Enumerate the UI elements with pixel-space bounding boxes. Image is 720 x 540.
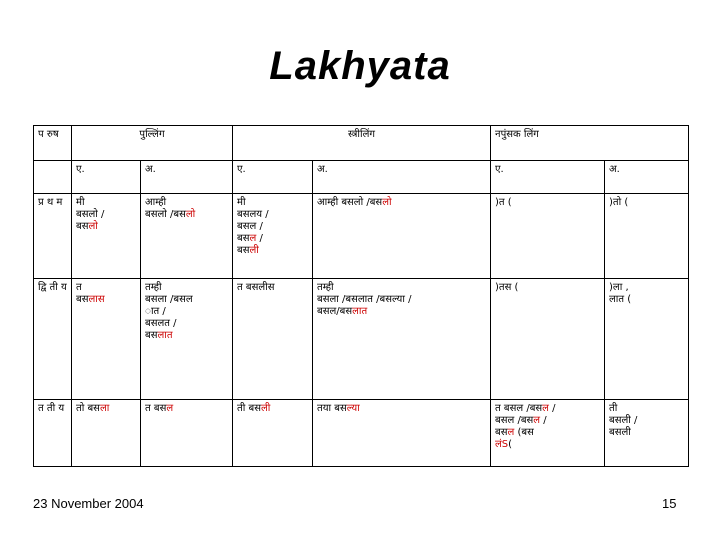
- form-line: [609, 427, 684, 439]
- form-cell: [491, 400, 605, 467]
- form-cell: [605, 279, 689, 400]
- form-line: [76, 209, 136, 221]
- form-line: [609, 282, 684, 294]
- form-ending: लंS: [495, 439, 509, 450]
- form-cell: [313, 400, 491, 467]
- form-ending: ली: [260, 403, 271, 414]
- form-text: त बसलीस: [237, 282, 275, 293]
- form-text: बसलत /: [145, 318, 177, 329]
- form-line: [76, 197, 136, 209]
- person-label: द्वि ती य: [34, 279, 72, 400]
- form-text: बस: [145, 330, 158, 341]
- table-row: [34, 279, 689, 400]
- header-strilinga: स्त्रीलिंग: [233, 126, 491, 161]
- form-ending: ल: [249, 233, 257, 244]
- page-number: 15: [662, 496, 677, 511]
- form-line: [495, 197, 600, 209]
- form-line: [76, 294, 136, 306]
- form-ending: ल: [542, 403, 549, 414]
- form-cell: [605, 400, 689, 467]
- header-pulling: पुल्लिंग: [72, 126, 233, 161]
- form-suffix: /: [540, 415, 547, 426]
- form-line: [495, 403, 600, 415]
- form-line: [237, 233, 308, 245]
- form-ending: लात: [352, 306, 368, 317]
- form-line: [237, 245, 308, 257]
- form-text: )तो (: [609, 197, 629, 208]
- form-line: [237, 403, 308, 415]
- form-text: बसल /: [237, 221, 263, 232]
- form-suffix: (: [508, 439, 513, 450]
- table-row: [34, 194, 689, 279]
- subheader-cell: अ.: [605, 161, 689, 194]
- form-line: [237, 282, 308, 294]
- form-ending: लो: [382, 197, 392, 208]
- form-text: बसला /बसल: [145, 294, 193, 305]
- slide-title: Lakhyata: [269, 44, 451, 88]
- form-line: [609, 294, 684, 306]
- form-line: [145, 197, 228, 209]
- form-text: बसली: [609, 427, 631, 438]
- form-text: तम्ही: [317, 282, 334, 293]
- form-cell: [141, 400, 233, 467]
- header-napusaka: नपुंसक लिंग: [491, 126, 689, 161]
- form-line: [145, 306, 228, 318]
- form-text: ती: [609, 403, 618, 414]
- form-text: बसलय /: [237, 209, 269, 220]
- form-ending: ला: [99, 403, 110, 414]
- form-text: मी: [76, 197, 85, 208]
- form-line: [237, 209, 308, 221]
- form-text: तो बस: [76, 403, 100, 414]
- form-text: लात (: [609, 294, 632, 305]
- form-line: [76, 282, 136, 294]
- form-ending: ल: [507, 427, 515, 438]
- form-text: बस: [76, 294, 89, 305]
- form-cell: [72, 400, 141, 467]
- form-text: तम्ही: [145, 282, 162, 293]
- header-row: [34, 126, 689, 161]
- form-cell: [233, 194, 313, 279]
- form-ending: ल: [533, 415, 541, 426]
- form-suffix: /: [256, 233, 263, 244]
- form-ending: ल: [166, 403, 174, 414]
- form-ending: लो: [185, 209, 196, 220]
- form-text: )तस (: [495, 282, 519, 293]
- form-line: [237, 197, 308, 209]
- form-cell: [313, 279, 491, 400]
- subheader-blank: [34, 161, 72, 194]
- subheader-cell: ए.: [233, 161, 313, 194]
- form-line: [145, 209, 228, 221]
- footer-date: 23 November 2004: [33, 496, 144, 511]
- form-cell: [72, 279, 141, 400]
- form-line: [317, 294, 486, 306]
- form-cell: [233, 279, 313, 400]
- form-text: बसल/बस: [317, 306, 353, 317]
- form-text: ात /: [145, 306, 166, 317]
- form-cell: [141, 279, 233, 400]
- subheader-cell: ए.: [491, 161, 605, 194]
- form-ending: ल्या: [346, 403, 360, 414]
- form-ending: ली: [249, 245, 259, 256]
- form-line: [145, 282, 228, 294]
- form-text: मी: [237, 197, 246, 208]
- subheader-cell: अ.: [313, 161, 491, 194]
- table-row: [34, 400, 689, 467]
- form-text: ती बस: [237, 403, 261, 414]
- form-text: )त (: [495, 197, 512, 208]
- form-line: [317, 306, 486, 318]
- subheader-cell: अ.: [141, 161, 233, 194]
- form-cell: [141, 194, 233, 279]
- form-cell: [605, 194, 689, 279]
- form-cell: [491, 194, 605, 279]
- conjugation-table: [33, 125, 689, 467]
- form-ending: लास: [88, 294, 105, 305]
- form-line: [145, 294, 228, 306]
- subheader-row: [34, 161, 689, 194]
- person-label: त ती य: [34, 400, 72, 467]
- form-line: [145, 403, 228, 415]
- form-ending: लात: [157, 330, 173, 341]
- form-line: [609, 403, 684, 415]
- form-text: बसलो /बस: [145, 209, 186, 220]
- form-text: आम्ही बसलो /बस: [317, 197, 383, 208]
- form-line: [145, 330, 228, 342]
- form-text: बसल /बस: [495, 415, 534, 426]
- form-text: त बसल /बस: [495, 403, 543, 414]
- form-suffix: (बस: [514, 427, 534, 438]
- form-line: [317, 282, 486, 294]
- form-ending: लो: [88, 221, 98, 232]
- form-text: तया बस: [317, 403, 347, 414]
- form-line: [237, 221, 308, 233]
- form-line: [145, 318, 228, 330]
- form-text: बस: [237, 245, 250, 256]
- form-line: [495, 282, 600, 294]
- form-line: [495, 439, 600, 451]
- form-text: बस: [76, 221, 89, 232]
- form-text: बसली /: [609, 415, 638, 426]
- form-text: बसलो /: [76, 209, 105, 220]
- form-line: [495, 415, 600, 427]
- form-cell: [491, 279, 605, 400]
- person-label: प्र थ म: [34, 194, 72, 279]
- form-line: [317, 197, 486, 209]
- form-line: [609, 415, 684, 427]
- form-cell: [313, 194, 491, 279]
- form-line: [495, 427, 600, 439]
- form-cell: [72, 194, 141, 279]
- form-text: बसला /बसलात /बसल्या /: [317, 294, 412, 305]
- form-line: [609, 197, 684, 209]
- form-text: )ला ,: [609, 282, 629, 293]
- form-text: आम्ही: [145, 197, 167, 208]
- form-text: बस: [237, 233, 250, 244]
- header-person: प रुष: [34, 126, 72, 161]
- form-line: [76, 221, 136, 233]
- form-line: [317, 403, 486, 415]
- form-cell: [233, 400, 313, 467]
- form-suffix: /: [548, 403, 556, 414]
- form-text: त: [76, 282, 82, 293]
- subheader-cell: ए.: [72, 161, 141, 194]
- form-line: [76, 403, 136, 415]
- form-text: बस: [495, 427, 508, 438]
- form-text: त बस: [145, 403, 167, 414]
